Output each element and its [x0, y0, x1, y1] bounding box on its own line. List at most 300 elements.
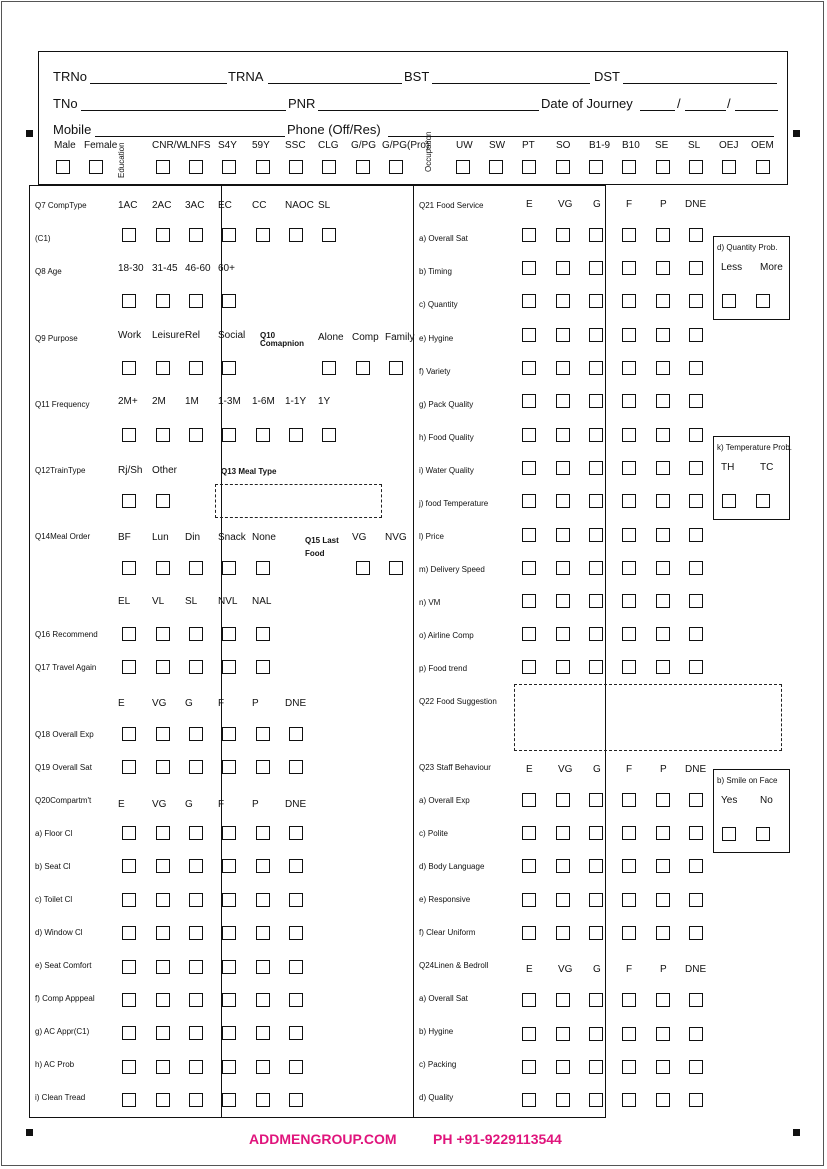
answer-checkbox[interactable] [689, 428, 703, 442]
answer-checkbox[interactable] [222, 760, 236, 774]
answer-checkbox[interactable] [656, 361, 670, 375]
answer-checkbox[interactable] [522, 361, 536, 375]
side-box-checkbox[interactable] [756, 827, 770, 841]
answer-checkbox[interactable] [622, 228, 636, 242]
answer-checkbox[interactable] [189, 428, 203, 442]
answer-checkbox[interactable] [122, 660, 136, 674]
answer-checkbox[interactable] [656, 528, 670, 542]
answer-checkbox[interactable] [522, 793, 536, 807]
header-option-checkbox[interactable] [522, 160, 536, 174]
answer-checkbox[interactable] [656, 893, 670, 907]
answer-checkbox[interactable] [522, 1027, 536, 1041]
option-label: Snack [218, 532, 246, 543]
answer-checkbox[interactable] [656, 461, 670, 475]
answer-checkbox[interactable] [156, 660, 170, 674]
answer-checkbox[interactable] [622, 494, 636, 508]
answer-checkbox[interactable] [222, 228, 236, 242]
answer-checkbox[interactable] [222, 893, 236, 907]
answer-checkbox[interactable] [589, 261, 603, 275]
answer-checkbox[interactable] [689, 627, 703, 641]
answer-checkbox[interactable] [689, 328, 703, 342]
answer-checkbox[interactable] [122, 826, 136, 840]
answer-checkbox[interactable] [522, 1093, 536, 1107]
answer-checkbox[interactable] [622, 394, 636, 408]
answer-checkbox[interactable] [589, 594, 603, 608]
answer-checkbox[interactable] [522, 494, 536, 508]
answer-checkbox[interactable] [256, 993, 270, 1007]
answer-checkbox[interactable] [622, 461, 636, 475]
date-slash: / [727, 96, 731, 111]
option-label: 31-45 [152, 263, 178, 274]
answer-checkbox[interactable] [556, 660, 570, 674]
question-label: b) Seat Cl [35, 862, 71, 871]
header-option-checkbox[interactable] [89, 160, 103, 174]
answer-checkbox[interactable] [256, 960, 270, 974]
answer-checkbox[interactable] [289, 960, 303, 974]
answer-checkbox[interactable] [122, 727, 136, 741]
answer-checkbox[interactable] [622, 926, 636, 940]
answer-checkbox[interactable] [256, 1060, 270, 1074]
answer-checkbox[interactable] [556, 893, 570, 907]
answer-checkbox[interactable] [156, 294, 170, 308]
answer-checkbox[interactable] [622, 361, 636, 375]
answer-checkbox[interactable] [222, 627, 236, 641]
answer-checkbox[interactable] [689, 228, 703, 242]
answer-checkbox[interactable] [156, 1093, 170, 1107]
answer-checkbox[interactable] [156, 859, 170, 873]
header-option-label: SSC [285, 140, 306, 151]
answer-checkbox[interactable] [122, 1093, 136, 1107]
answer-checkbox[interactable] [556, 361, 570, 375]
answer-checkbox[interactable] [222, 727, 236, 741]
answer-checkbox[interactable] [622, 328, 636, 342]
answer-checkbox[interactable] [289, 760, 303, 774]
question-label: Q8 Age [35, 267, 62, 276]
answer-checkbox[interactable] [656, 228, 670, 242]
answer-checkbox[interactable] [289, 727, 303, 741]
answer-checkbox[interactable] [656, 261, 670, 275]
answer-checkbox[interactable] [556, 528, 570, 542]
header-option-checkbox[interactable] [156, 160, 170, 174]
answer-checkbox[interactable] [656, 1093, 670, 1107]
answer-checkbox[interactable] [522, 394, 536, 408]
answer-checkbox[interactable] [256, 893, 270, 907]
answer-checkbox[interactable] [556, 859, 570, 873]
answer-checkbox[interactable] [622, 594, 636, 608]
answer-checkbox[interactable] [622, 859, 636, 873]
header-option-checkbox[interactable] [589, 160, 603, 174]
answer-checkbox[interactable] [522, 561, 536, 575]
answer-checkbox[interactable] [656, 1027, 670, 1041]
question-label: e) Responsive [419, 895, 471, 904]
side-box-checkbox[interactable] [722, 294, 736, 308]
answer-checkbox[interactable] [656, 926, 670, 940]
answer-checkbox[interactable] [689, 893, 703, 907]
fill-line [268, 83, 402, 84]
answer-checkbox[interactable] [689, 561, 703, 575]
answer-checkbox[interactable] [122, 926, 136, 940]
answer-checkbox[interactable] [522, 660, 536, 674]
answer-checkbox[interactable] [122, 960, 136, 974]
answer-checkbox[interactable] [522, 461, 536, 475]
fill-line [81, 110, 286, 111]
answer-checkbox[interactable] [589, 793, 603, 807]
header-option-checkbox[interactable] [289, 160, 303, 174]
answer-checkbox[interactable] [522, 826, 536, 840]
answer-checkbox[interactable] [656, 494, 670, 508]
answer-checkbox[interactable] [122, 561, 136, 575]
answer-checkbox[interactable] [622, 1027, 636, 1041]
answer-checkbox[interactable] [222, 1026, 236, 1040]
answer-checkbox[interactable] [656, 1060, 670, 1074]
answer-checkbox[interactable] [589, 361, 603, 375]
answer-checkbox[interactable] [189, 926, 203, 940]
answer-checkbox[interactable] [256, 660, 270, 674]
answer-checkbox[interactable] [189, 893, 203, 907]
answer-checkbox[interactable] [122, 1060, 136, 1074]
answer-checkbox[interactable] [556, 328, 570, 342]
header-option-checkbox[interactable] [756, 160, 770, 174]
answer-checkbox[interactable] [522, 993, 536, 1007]
answer-checkbox[interactable] [556, 428, 570, 442]
answer-checkbox[interactable] [156, 494, 170, 508]
side-box-checkbox[interactable] [756, 294, 770, 308]
answer-checkbox[interactable] [656, 328, 670, 342]
answer-checkbox[interactable] [256, 228, 270, 242]
answer-checkbox[interactable] [289, 993, 303, 1007]
answer-checkbox[interactable] [189, 1093, 203, 1107]
answer-checkbox[interactable] [689, 993, 703, 1007]
answer-checkbox[interactable] [689, 461, 703, 475]
answer-checkbox[interactable] [556, 394, 570, 408]
answer-checkbox[interactable] [289, 1093, 303, 1107]
answer-checkbox[interactable] [222, 960, 236, 974]
answer-checkbox[interactable] [122, 294, 136, 308]
answer-checkbox[interactable] [222, 1093, 236, 1107]
answer-checkbox[interactable] [189, 660, 203, 674]
answer-checkbox[interactable] [189, 859, 203, 873]
answer-checkbox[interactable] [189, 1026, 203, 1040]
answer-checkbox[interactable] [556, 1093, 570, 1107]
answer-checkbox[interactable] [156, 428, 170, 442]
answer-checkbox[interactable] [289, 1026, 303, 1040]
answer-checkbox[interactable] [589, 228, 603, 242]
answer-checkbox[interactable] [556, 294, 570, 308]
rating-label: DNE [685, 964, 707, 975]
answer-checkbox[interactable] [356, 561, 370, 575]
answer-checkbox[interactable] [556, 926, 570, 940]
answer-checkbox[interactable] [556, 1027, 570, 1041]
answer-checkbox[interactable] [689, 594, 703, 608]
answer-checkbox[interactable] [256, 428, 270, 442]
header-option-checkbox[interactable] [222, 160, 236, 174]
answer-checkbox[interactable] [622, 1060, 636, 1074]
answer-checkbox[interactable] [689, 394, 703, 408]
answer-checkbox[interactable] [622, 893, 636, 907]
answer-checkbox[interactable] [589, 394, 603, 408]
answer-checkbox[interactable] [322, 228, 336, 242]
answer-checkbox[interactable] [122, 627, 136, 641]
answer-checkbox[interactable] [189, 960, 203, 974]
answer-checkbox[interactable] [189, 760, 203, 774]
answer-checkbox[interactable] [656, 993, 670, 1007]
answer-checkbox[interactable] [189, 1060, 203, 1074]
header-option-checkbox[interactable] [389, 160, 403, 174]
answer-checkbox[interactable] [122, 893, 136, 907]
answer-checkbox[interactable] [689, 1060, 703, 1074]
answer-checkbox[interactable] [522, 926, 536, 940]
answer-checkbox[interactable] [656, 394, 670, 408]
header-option-checkbox[interactable] [322, 160, 336, 174]
answer-checkbox[interactable] [256, 1026, 270, 1040]
answer-checkbox[interactable] [689, 294, 703, 308]
answer-checkbox[interactable] [522, 228, 536, 242]
answer-checkbox[interactable] [689, 926, 703, 940]
answer-checkbox[interactable] [289, 228, 303, 242]
option-label: 46-60 [185, 263, 211, 274]
answer-checkbox[interactable] [522, 294, 536, 308]
answer-checkbox[interactable] [589, 428, 603, 442]
answer-checkbox[interactable] [522, 893, 536, 907]
answer-checkbox[interactable] [689, 494, 703, 508]
column-divider [221, 185, 222, 1118]
answer-checkbox[interactable] [256, 1093, 270, 1107]
answer-checkbox[interactable] [156, 727, 170, 741]
answer-checkbox[interactable] [556, 993, 570, 1007]
answer-checkbox[interactable] [189, 727, 203, 741]
answer-checkbox[interactable] [622, 660, 636, 674]
answer-checkbox[interactable] [389, 561, 403, 575]
answer-checkbox[interactable] [189, 993, 203, 1007]
answer-checkbox[interactable] [589, 1027, 603, 1041]
header-option-checkbox[interactable] [489, 160, 503, 174]
question-label: d) Quality [419, 1093, 454, 1102]
answer-checkbox[interactable] [589, 328, 603, 342]
answer-checkbox[interactable] [222, 428, 236, 442]
answer-checkbox[interactable] [556, 826, 570, 840]
answer-checkbox[interactable] [122, 859, 136, 873]
answer-checkbox[interactable] [622, 627, 636, 641]
answer-checkbox[interactable] [256, 926, 270, 940]
answer-checkbox[interactable] [189, 361, 203, 375]
side-box-checkbox[interactable] [722, 494, 736, 508]
option-label: DNE [285, 698, 307, 709]
header-option-label: G/PG [351, 140, 377, 151]
answer-checkbox[interactable] [289, 1060, 303, 1074]
header-option-checkbox[interactable] [256, 160, 270, 174]
answer-checkbox[interactable] [522, 594, 536, 608]
answer-checkbox[interactable] [656, 793, 670, 807]
answer-checkbox[interactable] [656, 627, 670, 641]
header-option-checkbox[interactable] [56, 160, 70, 174]
option-label: Din [185, 532, 201, 543]
answer-checkbox[interactable] [589, 294, 603, 308]
answer-checkbox[interactable] [156, 893, 170, 907]
answer-checkbox[interactable] [622, 261, 636, 275]
answer-checkbox[interactable] [156, 1026, 170, 1040]
answer-checkbox[interactable] [189, 627, 203, 641]
answer-checkbox[interactable] [556, 1060, 570, 1074]
option-label: NAL [252, 596, 272, 607]
answer-checkbox[interactable] [622, 294, 636, 308]
answer-checkbox[interactable] [622, 528, 636, 542]
answer-checkbox[interactable] [289, 428, 303, 442]
header-option-checkbox[interactable] [622, 160, 636, 174]
answer-checkbox[interactable] [256, 727, 270, 741]
answer-checkbox[interactable] [589, 627, 603, 641]
answer-checkbox[interactable] [222, 561, 236, 575]
answer-checkbox[interactable] [656, 826, 670, 840]
answer-checkbox[interactable] [156, 228, 170, 242]
answer-checkbox[interactable] [522, 1060, 536, 1074]
answer-checkbox[interactable] [589, 461, 603, 475]
answer-checkbox[interactable] [689, 528, 703, 542]
answer-checkbox[interactable] [689, 660, 703, 674]
answer-checkbox[interactable] [122, 228, 136, 242]
answer-checkbox[interactable] [556, 793, 570, 807]
answer-checkbox[interactable] [156, 960, 170, 974]
answer-checkbox[interactable] [556, 494, 570, 508]
answer-checkbox[interactable] [589, 660, 603, 674]
answer-checkbox[interactable] [522, 627, 536, 641]
answer-checkbox[interactable] [689, 826, 703, 840]
answer-checkbox[interactable] [589, 561, 603, 575]
answer-checkbox[interactable] [156, 760, 170, 774]
q10-label: Q10 Comapnion [260, 331, 304, 348]
answer-checkbox[interactable] [289, 859, 303, 873]
answer-checkbox[interactable] [689, 793, 703, 807]
answer-checkbox[interactable] [522, 859, 536, 873]
fill-line [685, 110, 726, 111]
header-option-checkbox[interactable] [356, 160, 370, 174]
answer-checkbox[interactable] [589, 528, 603, 542]
answer-checkbox[interactable] [522, 428, 536, 442]
answer-checkbox[interactable] [589, 1093, 603, 1107]
answer-checkbox[interactable] [156, 1060, 170, 1074]
answer-checkbox[interactable] [122, 1026, 136, 1040]
answer-checkbox[interactable] [122, 494, 136, 508]
answer-checkbox[interactable] [122, 428, 136, 442]
answer-checkbox[interactable] [522, 328, 536, 342]
answer-checkbox[interactable] [256, 561, 270, 575]
answer-checkbox[interactable] [689, 261, 703, 275]
answer-checkbox[interactable] [622, 428, 636, 442]
answer-checkbox[interactable] [622, 826, 636, 840]
answer-checkbox[interactable] [589, 893, 603, 907]
answer-checkbox[interactable] [156, 926, 170, 940]
rating-label: G [593, 199, 601, 210]
answer-checkbox[interactable] [689, 1093, 703, 1107]
side-box-checkbox[interactable] [756, 494, 770, 508]
answer-checkbox[interactable] [589, 993, 603, 1007]
header-option-checkbox[interactable] [189, 160, 203, 174]
answer-checkbox[interactable] [622, 993, 636, 1007]
answer-checkbox[interactable] [622, 561, 636, 575]
answer-checkbox[interactable] [222, 294, 236, 308]
answer-checkbox[interactable] [622, 1093, 636, 1107]
answer-checkbox[interactable] [322, 361, 336, 375]
option-label: VG [152, 799, 167, 810]
answer-checkbox[interactable] [189, 826, 203, 840]
answer-checkbox[interactable] [122, 993, 136, 1007]
answer-checkbox[interactable] [156, 826, 170, 840]
answer-checkbox[interactable] [389, 361, 403, 375]
answer-checkbox[interactable] [656, 660, 670, 674]
answer-checkbox[interactable] [556, 228, 570, 242]
answer-checkbox[interactable] [189, 561, 203, 575]
answer-checkbox[interactable] [589, 926, 603, 940]
question-label: b) Timing [419, 267, 452, 276]
header-option-checkbox[interactable] [456, 160, 470, 174]
answer-checkbox[interactable] [689, 1027, 703, 1041]
answer-checkbox[interactable] [689, 859, 703, 873]
answer-checkbox[interactable] [656, 561, 670, 575]
answer-checkbox[interactable] [589, 1060, 603, 1074]
answer-checkbox[interactable] [222, 826, 236, 840]
answer-checkbox[interactable] [156, 993, 170, 1007]
answer-checkbox[interactable] [156, 561, 170, 575]
answer-checkbox[interactable] [222, 859, 236, 873]
answer-checkbox[interactable] [189, 228, 203, 242]
answer-checkbox[interactable] [656, 594, 670, 608]
answer-checkbox[interactable] [589, 494, 603, 508]
answer-checkbox[interactable] [222, 1060, 236, 1074]
answer-checkbox[interactable] [222, 660, 236, 674]
answer-checkbox[interactable] [556, 561, 570, 575]
answer-checkbox[interactable] [589, 826, 603, 840]
answer-checkbox[interactable] [589, 859, 603, 873]
answer-checkbox[interactable] [256, 760, 270, 774]
option-label: CC [252, 200, 267, 211]
answer-checkbox[interactable] [256, 826, 270, 840]
answer-checkbox[interactable] [289, 893, 303, 907]
answer-checkbox[interactable] [156, 361, 170, 375]
header-option-checkbox[interactable] [556, 160, 570, 174]
answer-checkbox[interactable] [689, 361, 703, 375]
answer-checkbox[interactable] [122, 361, 136, 375]
answer-checkbox[interactable] [556, 594, 570, 608]
header-option-checkbox[interactable] [722, 160, 736, 174]
answer-checkbox[interactable] [222, 993, 236, 1007]
answer-checkbox[interactable] [289, 826, 303, 840]
header-option-checkbox[interactable] [689, 160, 703, 174]
answer-checkbox[interactable] [256, 859, 270, 873]
answer-checkbox[interactable] [256, 627, 270, 641]
question-label: e) Seat Comfort [35, 961, 92, 970]
answer-checkbox[interactable] [556, 261, 570, 275]
answer-checkbox[interactable] [622, 793, 636, 807]
side-box-checkbox[interactable] [722, 827, 736, 841]
answer-checkbox[interactable] [656, 859, 670, 873]
answer-checkbox[interactable] [222, 926, 236, 940]
answer-checkbox[interactable] [356, 361, 370, 375]
answer-checkbox[interactable] [556, 627, 570, 641]
answer-checkbox[interactable] [522, 261, 536, 275]
answer-checkbox[interactable] [156, 627, 170, 641]
option-label: 2M [152, 396, 166, 407]
answer-checkbox[interactable] [322, 428, 336, 442]
answer-checkbox[interactable] [189, 294, 203, 308]
answer-checkbox[interactable] [556, 461, 570, 475]
answer-checkbox[interactable] [656, 428, 670, 442]
header-option-label: OEJ [719, 140, 739, 151]
header-option-checkbox[interactable] [656, 160, 670, 174]
answer-checkbox[interactable] [222, 361, 236, 375]
answer-checkbox[interactable] [522, 528, 536, 542]
answer-checkbox[interactable] [656, 294, 670, 308]
answer-checkbox[interactable] [122, 760, 136, 774]
answer-checkbox[interactable] [289, 926, 303, 940]
